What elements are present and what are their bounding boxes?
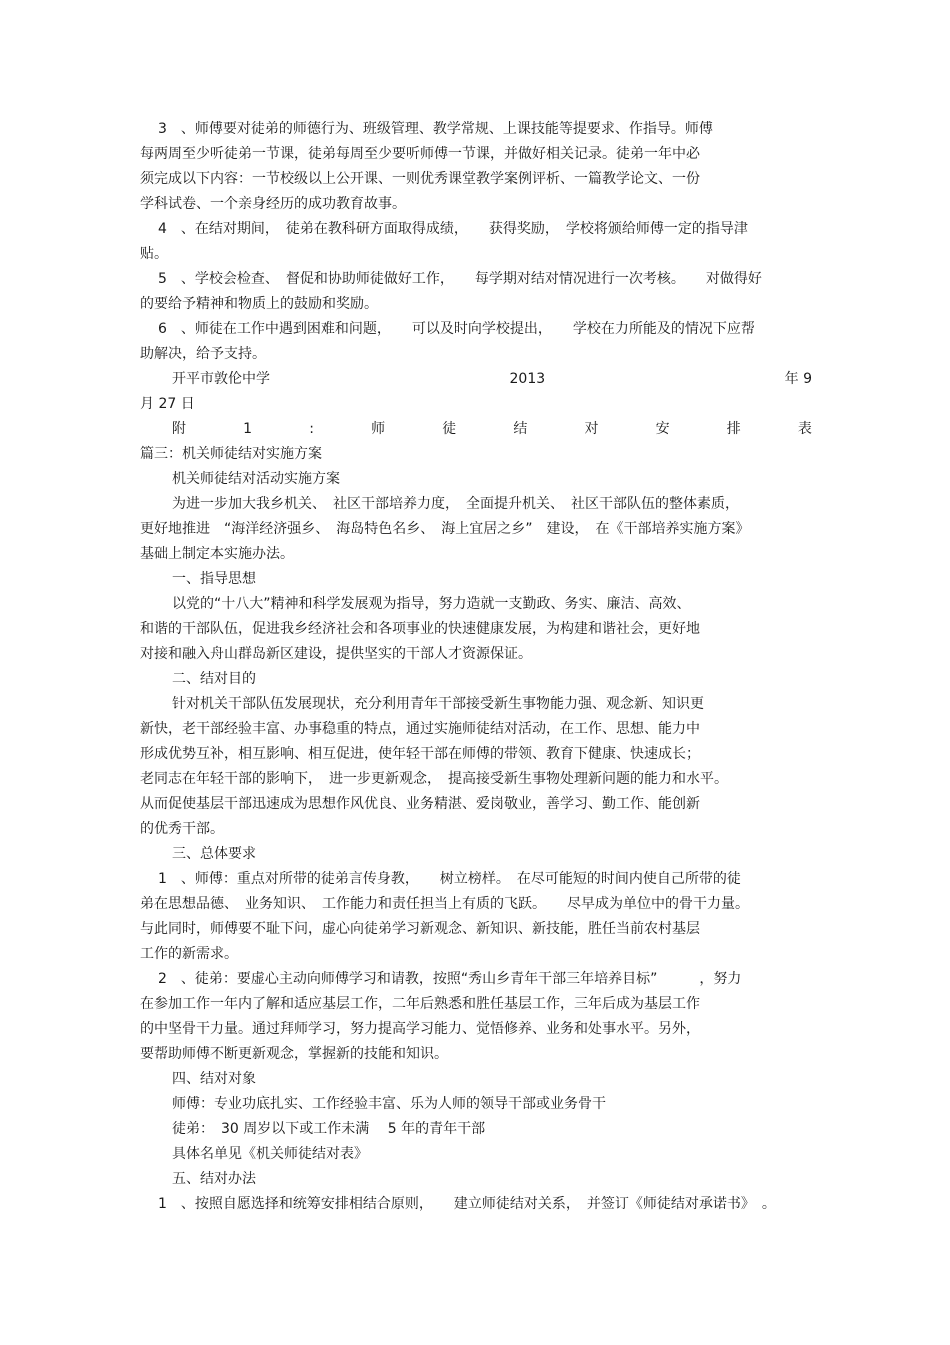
text-line: 弟在思想品德、 业务知识、 工作能力和责任担当上有质的飞跃。 尽早成为单位中的骨干力量。 — [140, 896, 749, 912]
text-line: 具体名单见《机关师徒结对表》 — [172, 1146, 368, 1162]
text-line: 对接和融入舟山群岛新区建设，提供坚实的干部人才资源保证。 — [140, 646, 532, 662]
appendix-char: 1 — [243, 421, 253, 437]
heading: 三、总体要求 — [172, 846, 256, 862]
text-line: 的优秀干部。 — [140, 821, 224, 837]
signature-month: 年 9 — [784, 371, 812, 387]
text-line: 和谐的干部队伍，促进我乡经济社会和各项事业的快速健康发展，为构建和谐社会，更好地 — [140, 621, 700, 637]
text-line: 助解决，给予支持。 — [140, 346, 266, 362]
text-line: 每两周至少听徒弟一节课，徒弟每周至少要听师傅一节课，并做好相关记录。徒弟一年中必 — [140, 146, 700, 162]
text-line: 2 、徒弟：要虚心主动向师傅学习和请教，按照“秀山乡青年干部三年培养目标” ，努力 — [158, 971, 742, 987]
section-title: 篇三：机关师徒结对实施方案 — [140, 446, 322, 462]
appendix-char: 师 — [371, 421, 386, 437]
signature-date: 月 27 日 — [140, 396, 195, 412]
text-line: 更好地推进 “海洋经济强乡、 海岛特色名乡、 海上宜居之乡” 建设， 在《干部培养实施方案》 — [140, 521, 750, 537]
text-line: 6 、师徒在工作中遇到困难和问题， 可以及时向学校提出， 学校在力所能及的情况下应帮 — [158, 321, 755, 337]
signature-year: 2013 — [509, 371, 546, 387]
text-line: 要帮助师傅不断更新观念，掌握新的技能和知识。 — [140, 1046, 448, 1062]
appendix-char: 排 — [726, 421, 741, 437]
text-line: 3 、师傅要对徒弟的师德行为、班级管理、教学常规、上课技能等提要求、作指导。师傅 — [158, 121, 713, 137]
text-line: 师傅：专业功底扎实、工作经验丰富、乐为人师的领导干部或业务骨干 — [172, 1096, 606, 1112]
appendix-char: 结 — [513, 421, 528, 437]
appendix-char: 对 — [584, 421, 599, 437]
heading: 五、结对办法 — [172, 1171, 256, 1187]
text-line: 1 、师傅：重点对所带的徒弟言传身教， 树立榜样。 在尽可能短的时间内使自己所带的徒 — [158, 871, 741, 887]
appendix-char: : — [309, 421, 314, 437]
heading: 一、指导思想 — [172, 571, 256, 587]
text-line: 与此同时，师傅要不耻下问，虚心向徒弟学习新观念、新知识、新技能，胜任当前农村基层 — [140, 921, 700, 937]
text-line: 形成优势互补，相互影响、相互促进，使年轻干部在师傅的带领、教育下健康、快速成长； — [140, 746, 700, 762]
text-line: 老同志在年轻干部的影响下， 进一步更新观念， 提高接受新生事物处理新问题的能力和水平。 — [140, 771, 728, 787]
text-line: 为进一步加大我乡机关、 社区干部培养力度， 全面提升机关、 社区干部队伍的整体素质， — [172, 496, 739, 512]
appendix-char: 徒 — [442, 421, 457, 437]
appendix-char: 安 — [655, 421, 670, 437]
school-name: 开平市敦伦中学 — [172, 371, 270, 387]
text-line: 工作的新需求。 — [140, 946, 238, 962]
signature-line — [172, 370, 812, 388]
text-line: 1 、按照自愿选择和统筹安排相结合原则， 建立师徒结对关系， 并签订《师徒结对承诺书》 。 — [158, 1196, 776, 1212]
heading: 四、结对对象 — [172, 1071, 256, 1087]
text-line: 的要给予精神和物质上的鼓励和奖励。 — [140, 296, 378, 312]
appendix-line — [172, 420, 812, 438]
text-line: 基础上制定本实施办法。 — [140, 546, 294, 562]
text-line: 贴。 — [140, 246, 168, 262]
doc-title: 机关师徒结对活动实施方案 — [172, 471, 340, 487]
text-line: 须完成以下内容：一节校级以上公开课、一则优秀课堂教学案例评析、一篇教学论文、一份 — [140, 171, 700, 187]
text-line: 在参加工作一年内了解和适应基层工作，二年后熟悉和胜任基层工作，三年后成为基层工作 — [140, 996, 700, 1012]
text-line: 针对机关干部队伍发展现状，充分利用青年干部接受新生事物能力强、观念新、知识更 — [172, 696, 704, 712]
text-line: 新快，老干部经验丰富、办事稳重的特点，通过实施师徒结对活动，在工作、思想、能力中 — [140, 721, 700, 737]
appendix-char: 表 — [797, 421, 812, 437]
text-line: 学科试卷、一个亲身经历的成功教育故事。 — [140, 196, 406, 212]
text-line: 4 、在结对期间， 徒弟在教科研方面取得成绩， 获得奖励， 学校将颁给师傅一定的指导津 — [158, 221, 748, 237]
text-line: 5 、学校会检查、 督促和协助师徒做好工作， 每学期对结对情况进行一次考核。 对做得好 — [158, 271, 762, 287]
appendix-char: 附 — [172, 421, 186, 437]
text-line: 以党的“十八大”精神和科学发展观为指导，努力造就一支勤政、务实、廉洁、高效、 — [172, 596, 691, 612]
heading: 二、结对目的 — [172, 671, 256, 687]
text-line: 的中坚骨干力量。通过拜师学习，努力提高学习能力、觉悟修养、业务和处事水平。另外， — [140, 1021, 700, 1037]
text-line: 徒弟： 30 周岁以下或工作未满 5 年的青年干部 — [172, 1121, 486, 1137]
text-line: 从而促使基层干部迅速成为思想作风优良、业务精湛、爱岗敬业，善学习、勤工作、能创新 — [140, 796, 700, 812]
